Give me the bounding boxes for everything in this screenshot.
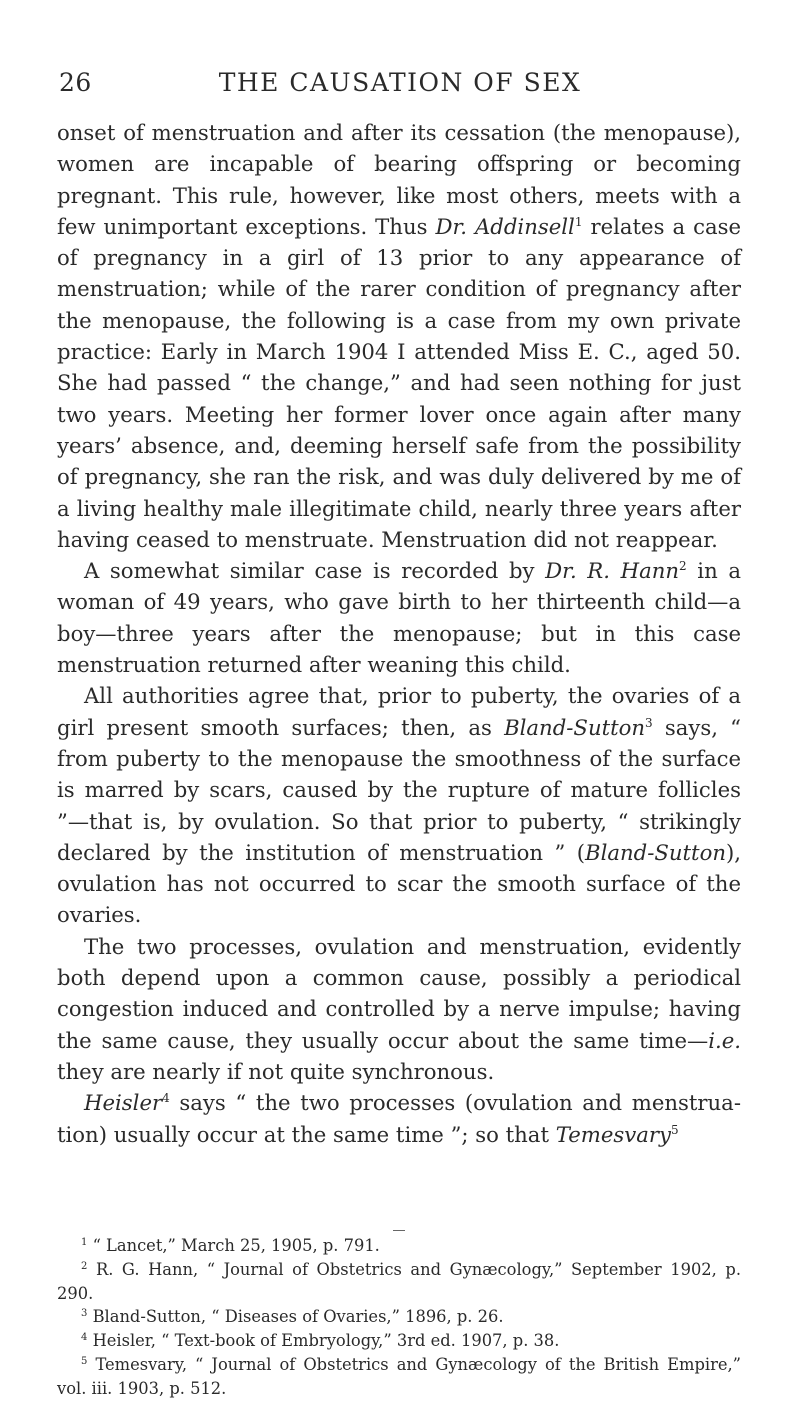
footnote-ref: 1	[574, 214, 583, 229]
footnotes	[57, 1234, 741, 1401]
paragraph-5: Heisler$^4$ says “ the two processes (ovulation and menstruation) usually occur at the same time ”; so that Temesvary$^5$	[57, 1090, 741, 1147]
body-text	[57, 117, 741, 1150]
footnote-2: $^2$ R. G. Hann, “ Journal of Obstetrics and Gynæcology,” September 1902, p. 290.	[57, 1259, 741, 1303]
footnote-ref: 4	[162, 1091, 170, 1106]
page-number: 26	[59, 68, 92, 97]
footnote-ref: 5	[670, 1122, 679, 1137]
author-name: Dr. R. Hann	[545, 558, 680, 584]
page-header	[59, 68, 741, 104]
paragraph-4: The two processes, ovulation and menstruation, evidently both depend upon a common cause, possibly a periodical congestion induced and controlled by a nerve impulse; having the same cause, they usually occur about the same time—i.e. they are nearly if not quite synchronous.	[57, 933, 741, 1084]
footnote-ref: 3	[645, 715, 653, 730]
footnote-divider	[393, 1230, 405, 1231]
footnote-3: $^3$ Bland-Sutton, “ Diseases of Ovaries,” 1896, p. 26.	[81, 1307, 504, 1327]
paragraph-1: onset of menstruation and after its cessation (the menopause), women are incapable of bearing offspring or becoming pregnant. This rule, however, like most others, meets with a few unimportant exceptions. Thus Dr. Addinsell$^1$ relates a case of pregnancy in a girl of 13 prior to any appearance of menstruation; while of the rarer condition of pregnancy after the menopause, the following is a case from my own private practice: Early in March 1904 I attended Miss E. C., aged 50. She had passed “ the change,” and had seen nothing for just two years. Meeting her former lover once again after many years’ absence, and, deeming herself safe from the possibility of pregnancy, she ran the risk, and was duly delivered by me of a living healthy male illegitimate child, nearly three years after having ceased to menstruate. Menstruation did not reappear.	[57, 120, 742, 552]
footnote-ref: 2	[679, 559, 687, 574]
paragraph-2: A somewhat similar case is recorded by Dr. R. Hann$^2$ in a woman of 49 years, who gave birth to her thirteenth child—a boy—three years after the menopause; but in this case menstruation returned after weaning this child.	[57, 558, 741, 678]
author-name: Bland-Sutton	[585, 839, 726, 865]
author-name: Temesvary	[555, 1121, 671, 1147]
footnote-4: $^4$ Heisler, “ Text-book of Embryology,” 3rd ed. 1907, p. 38.	[81, 1331, 560, 1351]
author-name: Heisler	[84, 1090, 163, 1116]
author-name: Dr. Addinsell	[435, 213, 575, 239]
footnote-5: $^5$ Temesvary, “ Journal of Obstetrics and Gynæcology of the British Empire,” vol. iii. 1903, p. 512.	[57, 1354, 741, 1398]
author-name: Bland-Sutton	[504, 714, 646, 740]
abbreviation: i.e.	[708, 1027, 741, 1053]
running-title: THE CAUSATION OF SEX	[218, 68, 582, 97]
footnote-1: $^1$ “ Lancet,” March 25, 1905, p. 791.	[81, 1236, 380, 1255]
paragraph-3: All authorities agree that, prior to puberty, the ovaries of a girl present smooth surfaces; then, as Bland-Sutton$^3$ says, “ from puberty to the menopause the smoothness of the surface is marred by scars, caused by the rupture of mature follicles ”—that is, by ovulation. So that prior to puberty, “ strikingly declared by the institution of menstruation ” (Bland-Sutton), ovulation has not occurred to scar the smooth surface of the ovaries.	[57, 683, 741, 928]
